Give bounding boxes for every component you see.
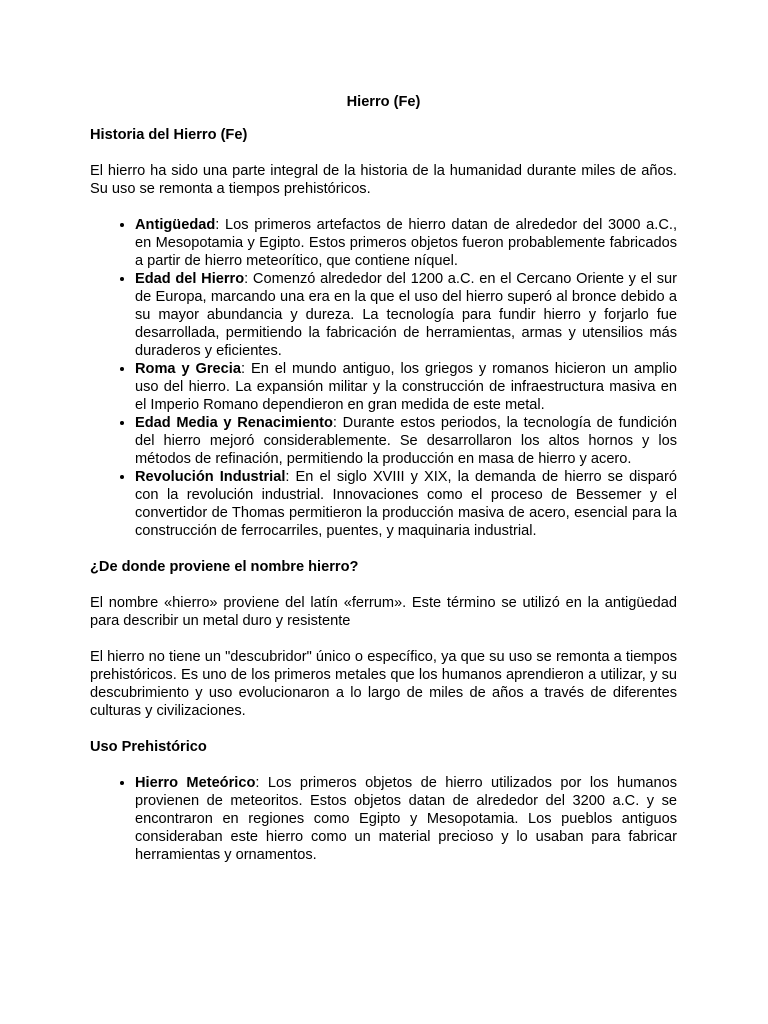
list-item <box>135 414 677 468</box>
list-item-term: Roma y Grecia <box>135 361 241 377</box>
name-origin-paragraph: El nombre «hierro» proviene del latín «ferrum». Este término se utilizó en la antigüedad para describir un metal duro y resistente <box>90 595 677 629</box>
document-page <box>90 93 677 882</box>
list-item <box>135 468 677 540</box>
list-item-text: : Los primeros artefactos de hierro datan de alrededor del 3000 a.C., en Mesopotamia y Egipto. Estos primeros objetos fueron probablemente fabricados a partir de hierro meteorítico, que contiene níquel. <box>135 217 677 269</box>
list-item-text: : Durante estos periodos, la tecnología de fundición del hierro mejoró considerablemente. Se desarrollaron los altos hornos y los métodos de refinación, permitiendo la producción en masa de hierro y acero. <box>135 415 677 467</box>
intro-paragraph: El hierro ha sido una parte integral de la historia de la humanidad durante miles de años. Su uso se remonta a tiempos prehistóricos. <box>90 163 677 197</box>
list-item-text: : Comenzó alrededor del 1200 a.C. en el Cercano Oriente y el sur de Europa, marcando una era en la que el uso del hierro superó al bronce debido a su mayor abundancia y dureza. La tecnología para fundir hierro y forjarlo fue desarrollada, permitiendo la fabricación de herramientas, armas y utensilios más duraderos y eficientes. <box>135 271 677 359</box>
section-heading-historia: Historia del Hierro (Fe) <box>90 127 248 143</box>
prehistoric-list <box>90 774 677 864</box>
list-item-text: : Los primeros objetos de hierro utilizados por los humanos provienen de meteoritos. Estos objetos datan de alrededor del 3200 a.C. y se encontraron en regiones como Egipto y Mesopotamia. Los pueblos antiguos consideraban este hierro como un material precioso y lo usaban para fabricar herramientas y ornamentos. <box>135 775 677 863</box>
list-item-term: Revolución Industrial <box>135 469 286 485</box>
list-item-text: : En el mundo antiguo, los griegos y romanos hicieron un amplio uso del hierro. La expansión militar y la construcción de infraestructura masiva en el Imperio Romano dependieron en gran medida de este metal. <box>135 361 677 413</box>
list-item <box>135 216 677 270</box>
list-item-term: Edad Media y Renacimiento <box>135 415 333 431</box>
list-item <box>135 270 677 360</box>
list-item <box>135 774 677 864</box>
list-item-text: : En el siglo XVIII y XIX, la demanda de hierro se disparó con la revolución industrial. Innovaciones como el proceso de Bessemer y el convertidor de Thomas permitieron la producción masiva de acero, esencial para la construcción de ferrocarriles, puentes, y maquinaria industrial. <box>135 469 677 539</box>
list-item-term: Antigüedad <box>135 217 216 233</box>
section-heading-nombre: ¿De donde proviene el nombre hierro? <box>90 559 359 575</box>
section-heading-prehistorico: Uso Prehistórico <box>90 739 207 755</box>
list-item <box>135 360 677 414</box>
document-title: Hierro (Fe) <box>346 94 421 110</box>
discoverer-paragraph: El hierro no tiene un "descubridor" único o específico, ya que su uso se remonta a tiempos prehistóricos. Es uno de los primeros metales que los humanos aprendieron a utilizar, y su descubrimiento y uso evolucionaron a lo largo de miles de años a través de diferentes culturas y civilizaciones. <box>90 649 677 719</box>
list-item-term: Hierro Meteórico <box>135 775 256 791</box>
list-item-term: Edad del Hierro <box>135 271 245 287</box>
history-list <box>90 216 677 540</box>
